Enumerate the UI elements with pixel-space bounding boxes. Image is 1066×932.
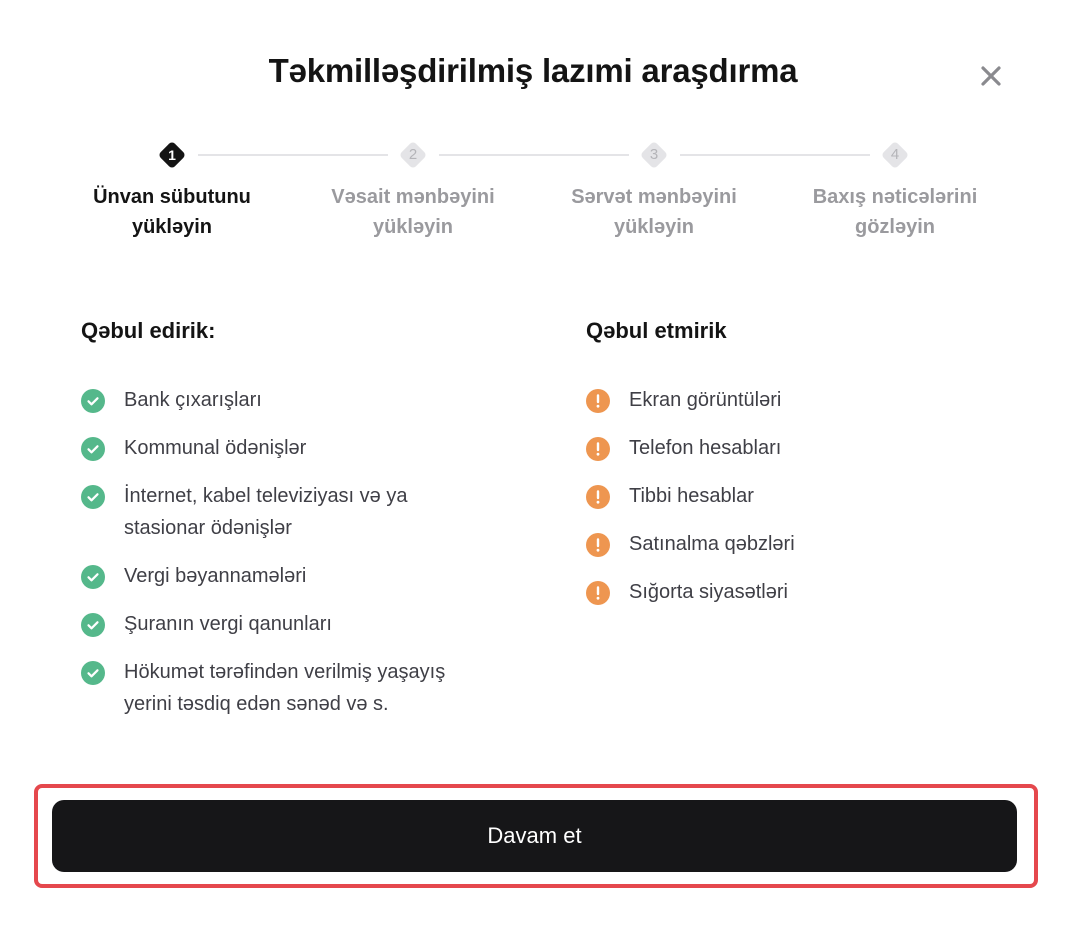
exclamation-circle-icon (586, 437, 610, 461)
exclamation-circle-icon (586, 581, 610, 605)
step-4 (785, 138, 1005, 242)
step-marker (155, 138, 189, 172)
list-item: Satınalma qəbzləri (586, 528, 1006, 560)
step-3 (544, 138, 764, 242)
step-1 (62, 138, 282, 242)
step-marker (637, 138, 671, 172)
list-item: Tibbi hesablar (586, 480, 1006, 512)
step-number: 2 (408, 146, 418, 163)
step-marker (878, 138, 912, 172)
list-item: Sığorta siyasətləri (586, 576, 1006, 608)
step-label: Vəsait mənbəyini yükləyin (331, 186, 495, 238)
exclamation-circle-icon (586, 533, 610, 557)
rejected-title: Qəbul etmirik (586, 318, 727, 343)
continue-button[interactable]: Davam et (52, 800, 1017, 872)
list-item: Telefon hesabları (586, 432, 1006, 464)
step-label: Baxış nəticələrini gözləyin (812, 186, 978, 238)
exclamation-circle-icon (586, 389, 610, 413)
check-circle-icon (81, 437, 105, 461)
step-marker (396, 138, 430, 172)
close-icon (975, 60, 1007, 92)
step-2 (303, 138, 523, 242)
list-item: Bank çıxarışları (81, 384, 501, 416)
step-number: 4 (890, 146, 900, 163)
progress-stepper (0, 138, 1066, 248)
rejected-documents-section (586, 316, 1006, 624)
rejected-list (586, 384, 1006, 608)
list-item: Kommunal ödənişlər (81, 432, 501, 464)
exclamation-circle-icon (586, 485, 610, 509)
list-item: Şuranın vergi qanunları (81, 608, 501, 640)
check-circle-icon (81, 485, 105, 509)
modal-title: Təkmilləşdirilmiş lazımi araşdırma (268, 52, 798, 89)
accepted-title: Qəbul edirik: (81, 318, 216, 343)
list-item: Hökumət tərəfindən verilmiş yaşayış yerini təsdiq edən sənəd və s. (81, 656, 481, 720)
step-number: 3 (649, 146, 659, 163)
accepted-documents-section (81, 316, 501, 736)
close-button[interactable] (975, 60, 1007, 92)
check-circle-icon (81, 565, 105, 589)
step-number: 1 (168, 147, 176, 163)
accepted-list (81, 384, 501, 720)
list-item: Ekran görüntüləri (586, 384, 1006, 416)
step-label: Sərvət mənbəyini yükləyin (571, 186, 737, 238)
check-circle-icon (81, 613, 105, 637)
check-circle-icon (81, 661, 105, 685)
list-item: Vergi bəyannamələri (81, 560, 501, 592)
list-item: İnternet, kabel televiziyası və ya stasionar ödənişlər (81, 480, 441, 544)
check-circle-icon (81, 389, 105, 413)
step-label: Ünvan sübutunu yükləyin (93, 186, 251, 238)
